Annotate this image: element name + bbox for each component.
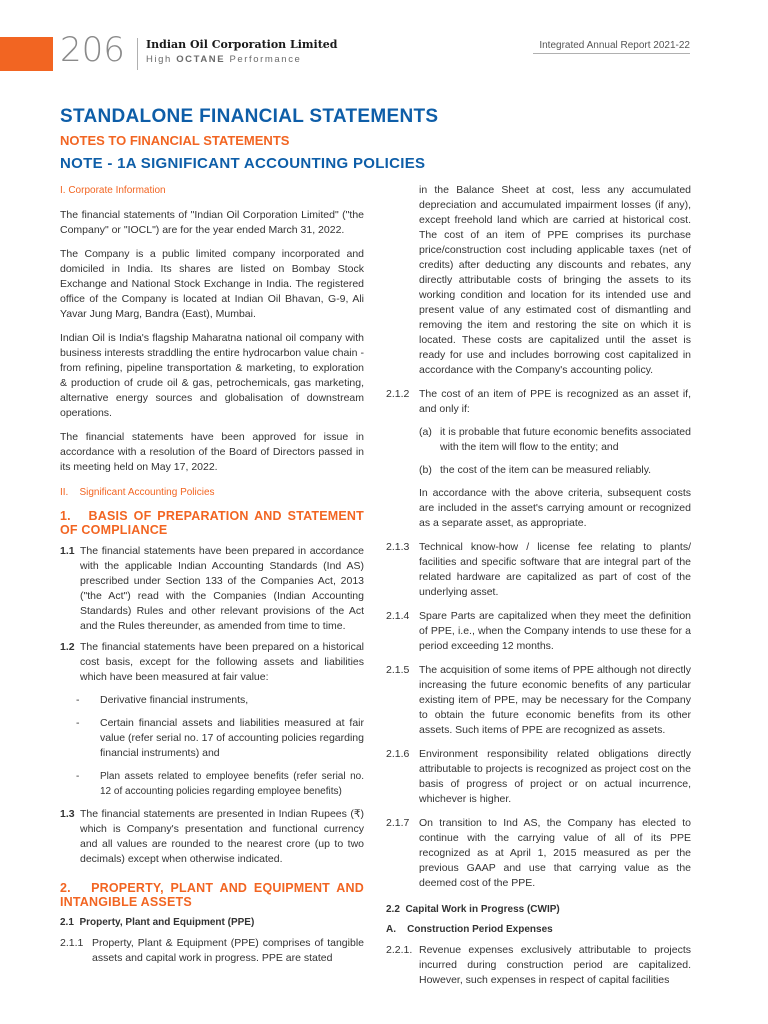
ppe-subheading: 2.1 Property, Plant and Equipment (PPE) — [60, 917, 255, 928]
item-text: Revenue expenses exclusively attributable to projects incurred during construction period are capitalized. However, such expenses in respect of capital facilities — [419, 944, 691, 986]
item-number: 2.1.5 — [386, 664, 410, 676]
report-title: Integrated Annual Report 2021-22 — [539, 40, 690, 51]
item-number: 2.1.2 — [386, 388, 410, 400]
ppe-continued-text: in the Balance Sheet at cost, less any accumulated depreciation and accumulated impairment losses (if any), except freehold land which are carried at historical cost. The cost of an item of PPE comprises its purchase price/construction cost including applicable taxes (net of credits) after deducting any discounts and rebates, any directly attributable costs of bringing the assets to its working condition and location for its intended use and present value of any estimated cost of dismantling and removing the item and restoring the site on which it is located. These costs are capitalized until the asset is ready for use and includes borrowing cost capitalized in accordance with the Company's accounting policy. — [419, 184, 691, 376]
page-title: STANDALONE FINANCIAL STATEMENTS — [60, 106, 439, 127]
ppe-heading: 2. PROPERTY, PLANT AND EQUIPMENT AND INTANGIBLE ASSETS — [60, 881, 368, 909]
list-item-text: Certain financial assets and liabilities measured at fair value (refer serial no. 17 of accounting policies regarding financial instruments) and — [100, 717, 364, 759]
item-text: The acquisition of some items of PPE although not directly increasing the future economic benefits of any particular existing item of PPE, may be necessary for the Company to obtain the future economic benefits from its other assets. Such items of PPE are recognized as assets. — [419, 664, 691, 736]
item-text: Spare Parts are capitalized when they meet the definition of PPE, i.e., when the Company intends to use these for a period exceeding 12 months. — [419, 610, 691, 652]
item-text: Environment responsibility related obligations directly attributable to projects is recognized as project cost on the basis of progress of project or on actual incurrence, whichever is higher. — [419, 748, 691, 805]
basis-heading: 1. BASIS OF PREPARATION AND STATEMENT OF COMPLIANCE — [60, 509, 368, 537]
item-number: 2.2.1. — [386, 944, 413, 956]
list-item — [60, 769, 364, 799]
item-2-1-2 — [386, 387, 691, 417]
list-item-text: it is probable that future economic benefits associated with the item will flow to the entity; and — [440, 426, 691, 453]
item-2-1-3 — [386, 540, 691, 600]
list-item-b — [386, 463, 691, 478]
item-number: 2.1.1 — [60, 937, 84, 949]
item-2-1-1 — [60, 936, 364, 966]
left-column — [60, 183, 368, 966]
section-subtitle: NOTES TO FINANCIAL STATEMENTS — [60, 133, 290, 148]
corporate-info-p3: Indian Oil is India's flagship Maharatna national oil company with business interests straddling the entire hydrocarbon value chain - from refining, pipeline transportation & marketing, to exploration & production of crude oil & gas, petrochemicals, gas marketing, alternative energy sources and globalisation of downstream operations. — [60, 332, 364, 419]
corporate-info-p4: The financial statements have been approved for issue in accordance with a resolution of the Board of Directors passed in its meeting held on May 17, 2022. — [60, 431, 364, 473]
item-2-1-6 — [386, 747, 691, 807]
significant-policies-heading: II. Significant Accounting Policies — [60, 487, 215, 498]
tagline-pre: High — [146, 54, 177, 65]
item-1-3 — [60, 807, 364, 867]
list-item — [60, 716, 364, 761]
tagline-post: Performance — [225, 54, 302, 65]
item-text: On transition to Ind AS, the Company has elected to continue with the carrying value of all of its PPE recognized as at April 1, 2015 measured as per the previous GAAP and use that carrying value as the deemed cost of the PPE. — [419, 817, 691, 889]
item-text: The financial statements are presented in Indian Rupees (₹) which is Company's presentation and functional currency and all values are rounded to the nearest crore (up to two decimals) except when otherwise indicated. — [80, 808, 364, 865]
corporate-info-heading: I. Corporate Information — [60, 185, 166, 196]
page-accent-bar — [0, 37, 53, 71]
dash-bullet: - — [76, 694, 80, 706]
item-2-1-5 — [386, 663, 691, 738]
list-item-text: Derivative financial instruments, — [100, 694, 249, 706]
list-item-text: Plan assets related to employee benefits (refer serial no. 12 of accounting policies regarding employee benefits) — [100, 771, 364, 797]
item-text: Property, Plant & Equipment (PPE) comprises of tangible assets and capital work in progress. PPE are stated — [92, 937, 364, 964]
header-rule — [533, 53, 690, 54]
right-column — [386, 183, 691, 988]
item-number: 2.1.4 — [386, 610, 410, 622]
list-item-text: the cost of the item can be measured reliably. — [440, 464, 652, 476]
note-title: NOTE - 1A SIGNIFICANT ACCOUNTING POLICIES — [60, 155, 426, 172]
list-label: (b) — [419, 464, 432, 476]
item-2-2-1 — [386, 943, 691, 988]
corporate-info-p1: The financial statements of "Indian Oil Corporation Limited" ("the Company" or "IOCL") are for the year ended March 31, 2022. — [60, 209, 364, 236]
dash-bullet: - — [76, 771, 80, 782]
item-number: 1.1 — [60, 545, 75, 557]
construction-period-heading: A. Construction Period Expenses — [386, 924, 553, 935]
item-2-1-4 — [386, 609, 691, 654]
item-number: 2.1.6 — [386, 748, 410, 760]
item-text: Technical know-how / license fee relating to plants/ facilities and specific software that are integral part of the related hardware are capitalized as part of cost of the underlying asset. — [419, 541, 691, 598]
item-text: The financial statements have been prepared in accordance with the applicable Indian Accounting Standards (Ind AS) prescribed under Section 133 of the Companies Act, 2013 ("the Act") read with the Companies (Indian Accounting Standards) Rules and other relevant provisions of the Act and the Rules thereunder, as amended from time to time. — [80, 545, 364, 632]
item-1-1 — [60, 544, 364, 634]
list-label: (a) — [419, 426, 432, 438]
dash-bullet: - — [76, 717, 80, 729]
corporate-info-p2: The Company is a public limited company incorporated and domiciled in India. Its shares are listed on Bombay Stock Exchange and National Stock Exchange in India. The registered office of the Company is located at Indian Oil Bhavan, G-9, Ali Yavar Jung Marg, Bandra (East), Mumbai. — [60, 248, 364, 320]
item-number: 2.1.3 — [386, 541, 410, 553]
item-text: The cost of an item of PPE is recognized as an asset if, and only if: — [419, 388, 691, 415]
page-number: 206 — [60, 30, 125, 70]
criteria-text: In accordance with the above criteria, subsequent costs are included in the asset's carrying amount or recognized as a separate asset, as appropriate. — [419, 487, 691, 529]
list-item-a — [386, 425, 691, 455]
item-text: The financial statements have been prepared on a historical cost basis, except for the following assets and liabilities which have been measured at fair value: — [80, 641, 364, 683]
tagline — [146, 54, 301, 65]
item-number: 2.1.7 — [386, 817, 410, 829]
list-item — [60, 693, 364, 708]
company-name: Indian Oil Corporation Limited — [146, 38, 338, 51]
cwip-heading: 2.2 Capital Work in Progress (CWIP) — [386, 904, 560, 915]
item-1-2 — [60, 640, 364, 685]
tagline-bold: OCTANE — [176, 54, 226, 65]
item-number: 1.3 — [60, 808, 75, 820]
header-divider — [137, 38, 138, 70]
item-number: 1.2 — [60, 641, 75, 653]
item-2-1-7 — [386, 816, 691, 891]
